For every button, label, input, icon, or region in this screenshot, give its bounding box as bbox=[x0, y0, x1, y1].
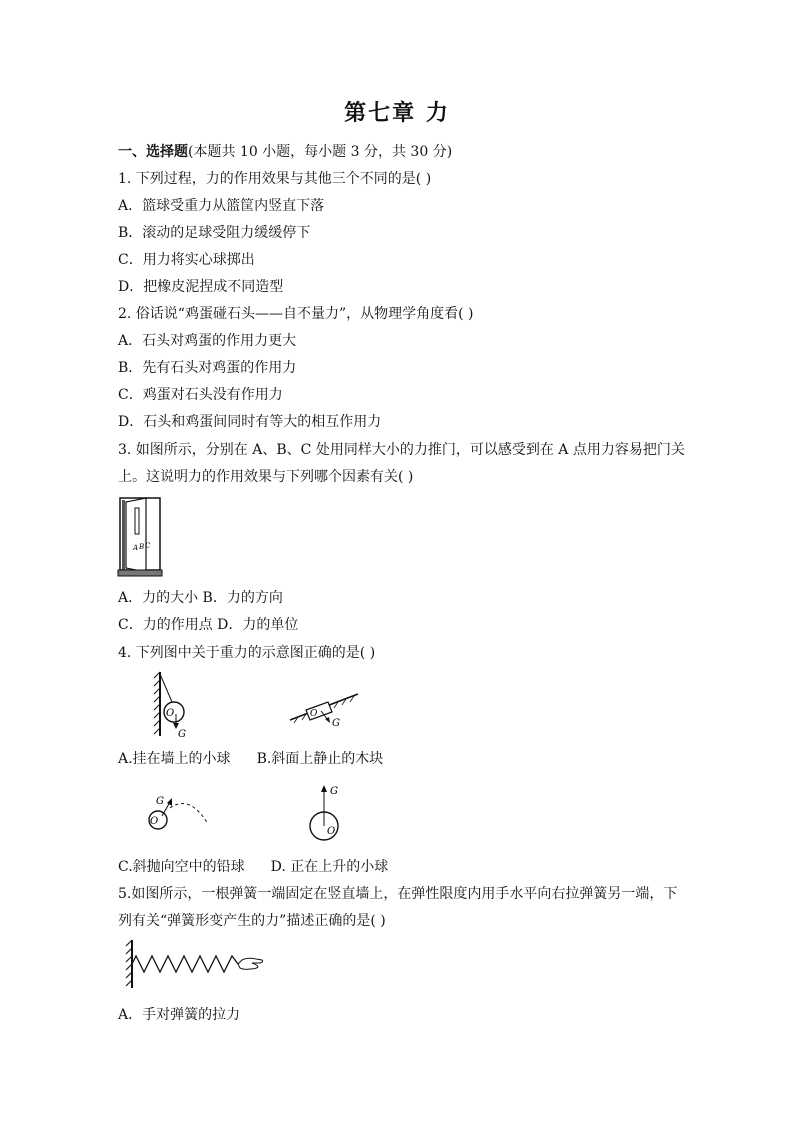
q3-options-line2: C．力的作用点 D．力的单位 bbox=[118, 617, 299, 633]
q1-option-d: D．把橡皮泥捏成不同造型 bbox=[118, 279, 284, 295]
hanging-ball-label-g: G bbox=[178, 729, 186, 740]
q4-stem: 4. 下列图中关于重力的示意图正确的是( ) bbox=[118, 645, 376, 661]
q2-option-d: D．石头和鸡蛋间同时有等大的相互作用力 bbox=[118, 414, 382, 430]
q4-caption-a: A.挂在墙上的小球 bbox=[118, 751, 231, 767]
section-heading-line bbox=[118, 142, 452, 162]
rising-ball-figure bbox=[300, 780, 354, 844]
q4-captions-row2 bbox=[118, 857, 388, 877]
q2-option-c: C．鸡蛋对石头没有作用力 bbox=[118, 387, 283, 403]
q4-caption-b: B.斜面上静止的木块 bbox=[256, 751, 384, 767]
spring-figure bbox=[124, 938, 266, 990]
hand-icon bbox=[238, 958, 263, 969]
q5-stem-line1: 5.如图所示，一根弹簧一端固定在竖直墙上，在弹性限度内用手水平向右拉弹簧另一端，下 bbox=[118, 886, 678, 902]
q3-stem-line2: 上。这说明力的作用效果与下列哪个因素有关( ) bbox=[118, 469, 414, 485]
q2-option-a: A．石头对鸡蛋的作用力更大 bbox=[118, 333, 297, 349]
q3-options-line1: A．力的大小 B．力的方向 bbox=[118, 590, 283, 606]
q4-caption-c: C.斜抛向空中的铅球 bbox=[118, 859, 245, 875]
incline-block-label-o: O bbox=[310, 709, 318, 719]
hanging-ball-figure bbox=[150, 670, 200, 740]
rising-ball-label-g: G bbox=[330, 786, 338, 797]
q1-option-a: A．篮球受重力从篮筐内竖直下落 bbox=[118, 198, 325, 214]
section-heading: 一、选择题 bbox=[118, 144, 188, 160]
shot-put-label-o: O bbox=[150, 816, 159, 827]
shot-put-figure bbox=[142, 790, 214, 838]
door-label-c: C bbox=[145, 542, 151, 550]
incline-block-figure bbox=[288, 686, 362, 728]
q3-stem-line1: 3. 如图所示，分别在 A、B、C 处用同样大小的力推门，可以感受到在 A 点用力容易把门关 bbox=[118, 442, 685, 458]
q2-option-b: B．先有石头对鸡蛋的作用力 bbox=[118, 360, 297, 376]
q5-stem-line2: 列有关“弹簧形变产生的力”描述正确的是( ) bbox=[118, 913, 386, 929]
shot-put-label-g: G bbox=[156, 796, 164, 807]
door-figure bbox=[116, 494, 164, 580]
door-label-a: A bbox=[133, 544, 139, 552]
q1-option-b: B．滚动的足球受阻力缓缓停下 bbox=[118, 225, 311, 241]
hanging-ball-label-o: O bbox=[166, 708, 175, 719]
incline-block-label-g: G bbox=[332, 718, 340, 728]
q1-option-c: C．用力将实心球掷出 bbox=[118, 252, 255, 268]
page-title: 第七章 力 bbox=[344, 100, 450, 126]
rising-ball-label-o: O bbox=[327, 826, 336, 837]
q1-stem: 1. 下列过程，力的作用效果与其他三个不同的是( ) bbox=[118, 171, 432, 187]
q2-stem: 2. 俗话说“鸡蛋碰石头——自不量力”，从物理学角度看( ) bbox=[118, 306, 474, 322]
section-note: (本题共 10 小题，每小题 3 分，共 30 分) bbox=[188, 144, 453, 160]
q4-captions-row1 bbox=[118, 749, 383, 769]
q4-caption-d: D. 正在上升的小球 bbox=[270, 859, 389, 875]
q5-option-a: A．手对弹簧的拉力 bbox=[118, 1007, 241, 1023]
door-label-b: B bbox=[139, 543, 145, 551]
